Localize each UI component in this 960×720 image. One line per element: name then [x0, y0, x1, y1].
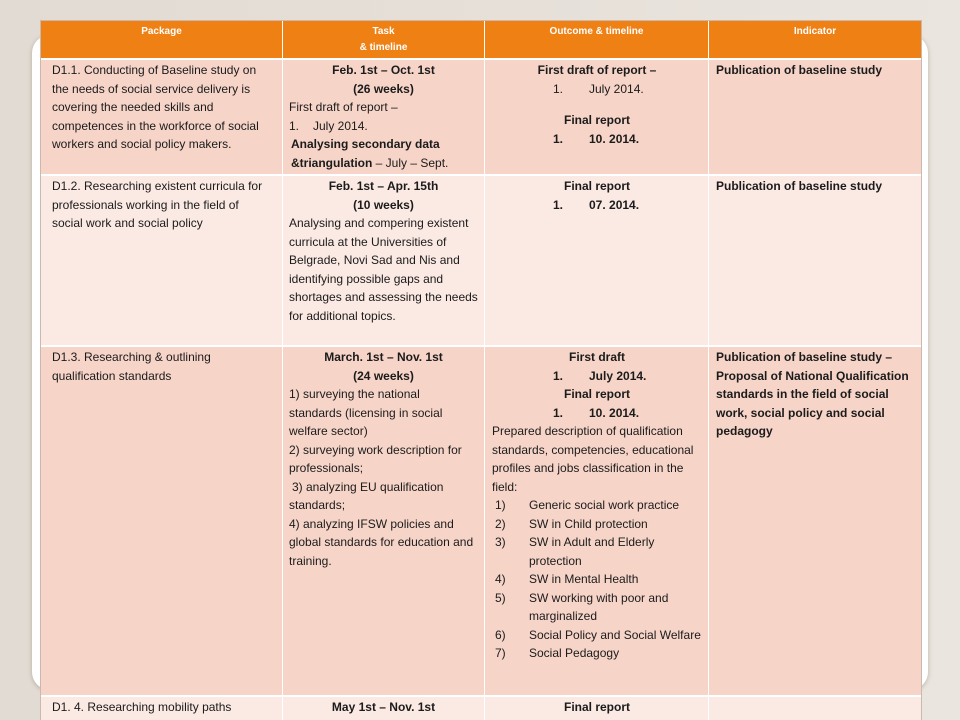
package-cell: [41, 347, 283, 697]
outcome-final-label: Final report: [563, 179, 630, 193]
list-text: SW in Adult and Elderly: [529, 535, 655, 549]
profile-item: [492, 644, 702, 663]
outcome-description-line: field:: [492, 479, 518, 494]
profile-item: [492, 533, 702, 552]
work-package-table: [40, 20, 922, 720]
outcome-cell: [485, 176, 709, 347]
task-period: Feb. 1st – Oct. 1st: [332, 63, 435, 77]
package-text-line: covering the needed skills and: [52, 100, 214, 114]
indicator-text-line: pedagogy: [716, 424, 773, 438]
list-number: 1.: [553, 197, 564, 212]
list-text: July 2014.: [313, 118, 368, 133]
task-duration: (26 weeks): [353, 81, 414, 96]
outcome-final-label: Final report: [563, 113, 630, 127]
header-task-label: & timeline: [359, 42, 408, 53]
list-text: July 2014.: [589, 368, 647, 383]
task-draft-label: First draft of report –: [289, 100, 398, 114]
list-number: 5): [495, 590, 506, 605]
package-cell: [41, 176, 283, 347]
header-outcome: [485, 21, 709, 60]
task-activity-detail-bold: &triangulation: [291, 155, 373, 170]
task-cell: [283, 60, 485, 176]
outcome-final-item: [492, 404, 702, 423]
profile-item-continued: protection: [529, 553, 582, 568]
header-task-label: Task: [372, 26, 395, 37]
task-description-line: global standards for education and: [289, 535, 474, 549]
task-description-line: curricula at the Universities of: [289, 234, 447, 249]
task-description-line: 2) surveying work description for: [289, 442, 462, 457]
indicator-text-line: work, social policy and social: [716, 405, 885, 420]
list-text: 10. 2014.: [589, 131, 640, 146]
task-cell: [283, 347, 485, 697]
task-description-line: shortages and assessing the needs: [289, 290, 478, 304]
outcome-cell: [485, 60, 709, 176]
list-text: July 2014.: [589, 81, 644, 96]
package-cell: [41, 60, 283, 176]
indicator-text-line: standards in the field of social: [716, 387, 889, 401]
list-text: Social Policy and Social Welfare: [529, 627, 701, 642]
task-description-line: Belgrade, Novi Sad and Nis and: [289, 253, 460, 267]
package-text-line: D1.1. Conducting of Baseline study on: [52, 63, 257, 77]
list-text: SW working with poor and: [529, 590, 669, 605]
outcome-draft-label: First draft of report –: [537, 63, 657, 77]
task-description-line: training.: [289, 553, 332, 568]
profile-item-continued: marginalized: [529, 609, 598, 623]
outcome-description-line: profiles and jobs classification in the: [492, 461, 684, 475]
indicator-text-line: Publication of baseline study: [716, 179, 883, 193]
list-number: 3): [495, 535, 506, 549]
list-number: 1.: [289, 118, 300, 133]
list-number: 1.: [553, 81, 564, 96]
list-text: SW in Child protection: [529, 516, 648, 531]
indicator-cell: [709, 176, 921, 347]
outcome-cell: [485, 697, 709, 720]
list-number: 1.: [553, 131, 564, 146]
task-cell: [283, 176, 485, 347]
list-text: Generic social work practice: [529, 498, 680, 512]
task-duration: (10 weeks): [353, 197, 414, 212]
header-package: [41, 21, 283, 60]
task-cell: [283, 697, 485, 720]
outcome-description-line: Prepared description of qualification: [492, 424, 683, 438]
outcome-draft-label: First draft: [568, 350, 625, 364]
indicator-cell: [709, 60, 921, 176]
header-package-label: Package: [141, 26, 182, 37]
list-number: 1.: [553, 405, 564, 420]
task-period: May 1st – Nov. 1st: [331, 700, 436, 714]
task-description-line: identifying possible gaps and: [289, 271, 444, 286]
package-text-line: qualification standards: [52, 368, 172, 383]
outcome-final-item: [492, 196, 702, 215]
outcome-description-line: standards, competencies, educational: [492, 442, 694, 457]
package-text-line: competences in the workforce of social: [52, 118, 259, 133]
package-text-line: D1. 4. Researching mobility paths: [52, 700, 232, 714]
profile-item: [492, 515, 702, 534]
outcome-draft-item: [492, 80, 702, 99]
task-activity-detail-text: – July – Sept.: [372, 155, 449, 170]
outcome-draft-item: [492, 367, 702, 386]
task-description-line: standards (licensing in social: [289, 405, 443, 420]
header-task: [283, 21, 485, 60]
task-draft-item: [289, 117, 478, 136]
outcome-final-item: [492, 130, 702, 149]
outcome-final-label: Final report: [563, 387, 630, 401]
package-text-line: D1.2. Researching existent curricula for: [52, 179, 263, 193]
list-text: 10. 2014.: [589, 405, 640, 420]
task-description-line: for additional topics.: [289, 308, 396, 323]
list-text: Social Pedagogy: [529, 646, 620, 660]
profile-list: [492, 496, 702, 663]
indicator-text-line: Publication of baseline study: [716, 63, 883, 77]
task-description-line: 1) surveying the national: [289, 387, 420, 401]
list-number: 1.: [553, 368, 564, 383]
list-text: SW in Mental Health: [529, 572, 639, 586]
task-period: March. 1st – Nov. 1st: [324, 350, 443, 364]
profile-item: [492, 496, 702, 515]
list-text: 07. 2014.: [589, 197, 640, 212]
task-duration: (24 weeks): [353, 368, 414, 383]
list-number: 2): [495, 516, 506, 531]
profile-item: [492, 626, 702, 645]
indicator-text-line: Proposal of National Qualification: [716, 368, 909, 383]
package-text-line: workers and social policy makers.: [52, 137, 232, 151]
list-number: 4): [495, 572, 506, 586]
task-activity: Analysing secondary data: [291, 137, 440, 151]
indicator-cell: [709, 697, 921, 720]
package-text-line: D1.3. Researching & outlining: [52, 350, 211, 364]
package-text-line: the needs of social service delivery is: [52, 81, 251, 96]
task-description-line: Analysing and compering existent: [289, 216, 469, 230]
package-text-line: professionals working in the field of: [52, 197, 239, 212]
indicator-text-line: Publication of baseline study –: [716, 350, 893, 364]
task-activity-detail: [289, 154, 478, 173]
list-number: 6): [495, 627, 506, 642]
list-number: 1): [495, 498, 506, 512]
package-cell: [41, 697, 283, 720]
profile-item: [492, 589, 702, 608]
header-indicator: [709, 21, 921, 60]
profile-item: [492, 570, 702, 589]
header-outcome-label: Outcome & timeline: [549, 26, 644, 37]
task-period: Feb. 1st – Apr. 15th: [328, 179, 439, 193]
list-number: 7): [495, 646, 506, 660]
indicator-cell: [709, 347, 921, 697]
task-description-line: standards;: [289, 498, 346, 512]
task-description-line: 3) analyzing EU qualification: [292, 479, 444, 494]
outcome-cell: [485, 347, 709, 697]
task-description-line: 4) analyzing IFSW policies and: [289, 516, 454, 531]
task-description-line: professionals;: [289, 461, 364, 475]
task-description-line: welfare sector): [289, 424, 368, 438]
package-text-line: social work and social policy: [52, 216, 203, 230]
outcome-final-label: Final report: [563, 700, 630, 714]
header-indicator-label: Indicator: [793, 26, 837, 37]
